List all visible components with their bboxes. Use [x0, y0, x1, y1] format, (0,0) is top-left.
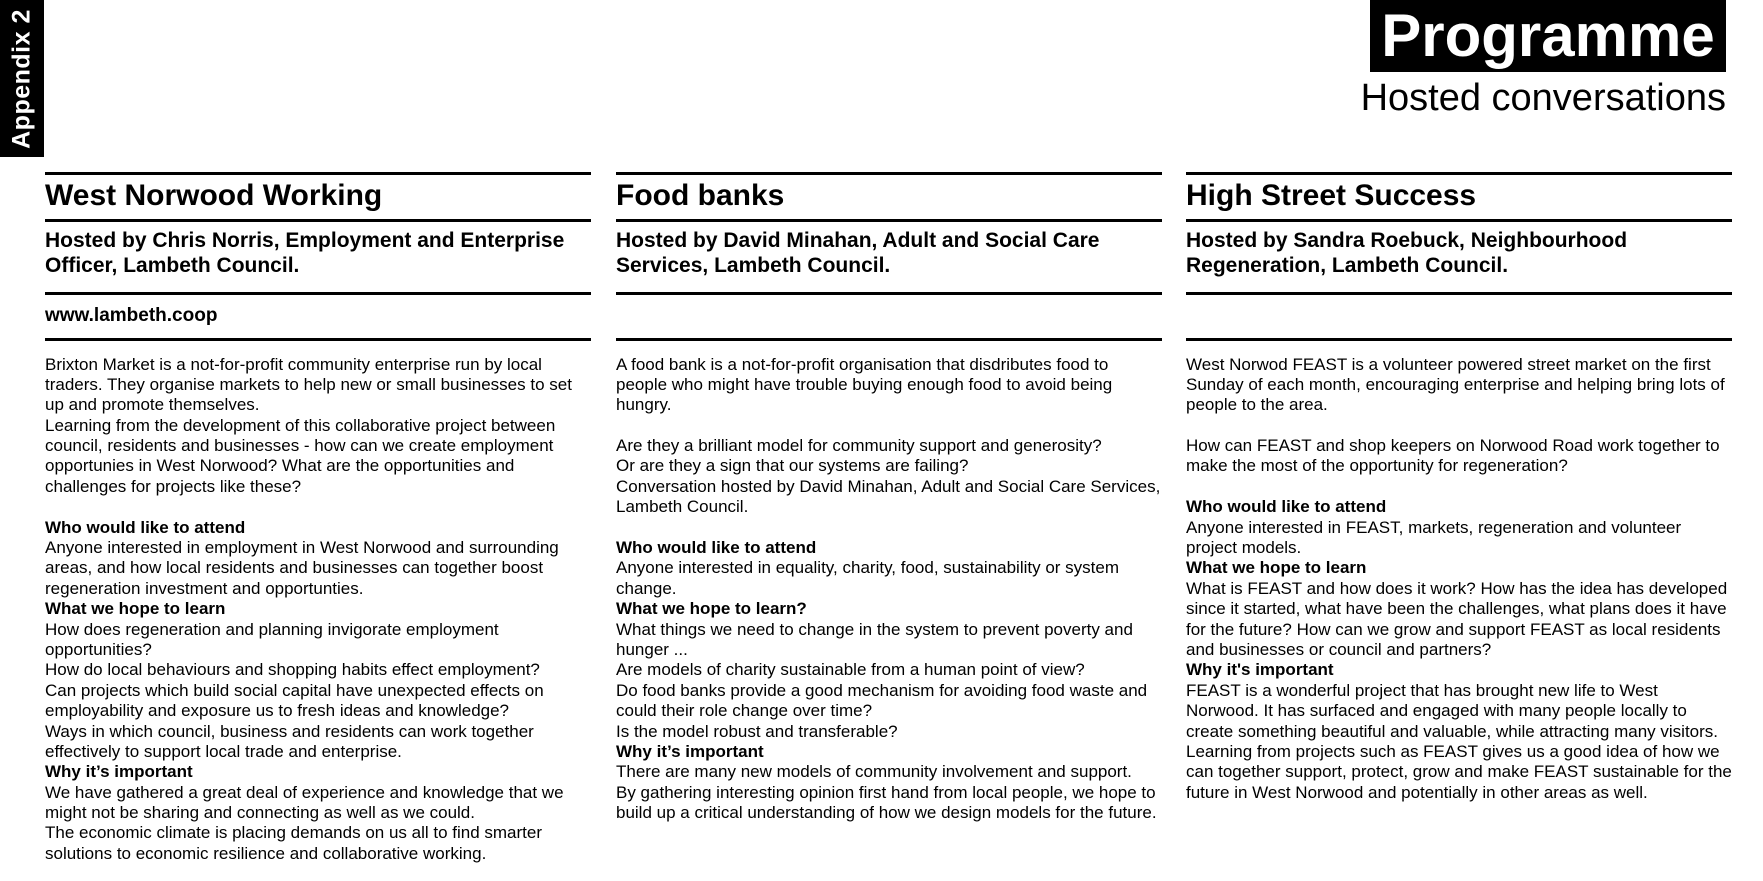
learn-item: Ways in which council, business and residents can work together effectively to support local trade and enterprise. [45, 721, 534, 761]
column-body [1186, 341, 1732, 804]
attend-text: Anyone interested in employment in West Norwood and surrounding areas, and how local residents and businesses can together boost regeneration investment and opportunties. [45, 538, 559, 598]
important-item: There are many new models of community involvement and support. [616, 762, 1132, 782]
important-item: The economic climate is placing demands on us all to find smarter solutions to economic resilience and collaborative working. [45, 823, 543, 863]
column-body [616, 341, 1162, 824]
intro-paragraph: How can FEAST and shop keepers on Norwood Road work together to make the most of the opportunity for regeneration? [1186, 436, 1720, 476]
column-body [45, 341, 591, 865]
important-item: Learning from projects such as FEAST gives us a good idea of how we can together support, protect, grow and make FEAST sustainable for the future in West Norwood and potentially in other areas as well. [1186, 741, 1732, 802]
attend-heading: Who would like to attend [45, 517, 246, 537]
host-line: Hosted by Chris Norris, Employment and Enterprise Officer, Lambeth Council. [45, 228, 565, 278]
attend-text: Anyone interested in equality, charity, food, sustainability or system change. [616, 558, 1120, 598]
learn-heading: What we hope to learn [1186, 558, 1367, 578]
attend-text: Anyone interested in FEAST, markets, regeneration and volunteer project models. [1186, 517, 1682, 558]
intro-paragraph: A food bank is a not-for-profit organisation that disdributes food to people who might have trouble buying enough food to avoid being hungry. [616, 354, 1113, 415]
intro-paragraph: West Norwod FEAST is a volunteer powered street market on the first Sunday of each month, encouraging enterprise and helping bring lots of people to the area. [1186, 354, 1725, 415]
learn-heading: What we hope to learn [45, 599, 226, 619]
host-line: Hosted by Sandra Roebuck, Neighbourhood Regeneration, Lambeth Council. [1186, 228, 1628, 278]
learn-item: Is the model robust and transferable? [616, 721, 898, 741]
important-item: FEAST is a wonderful project that has brought new life to West Norwood. It has surfaced and engaged with many people locally to create something beautiful and valuable, while attracting many visitors. [1186, 680, 1719, 741]
intro-paragraph: Conversation hosted by David Minahan, Adult and Social Care Services, Lambeth Council. [616, 476, 1161, 517]
page-subtitle: Hosted conversations [1360, 77, 1726, 119]
learn-item: Can projects which build social capital have unexpected effects on employability and exposure us to fresh ideas and knowledge? [45, 680, 544, 721]
column-high-street-success [1186, 172, 1732, 803]
intro-paragraph: Brixton Market is a not-for-profit community enterprise run by local traders. They organise markets to help new or small businesses to set up and promote themselves. [45, 354, 572, 415]
intro-paragraph: Are they a brilliant model for community support and generosity? [616, 436, 1102, 456]
attend-heading: Who would like to attend [1186, 497, 1387, 517]
intro-paragraph: Learning from the development of this collaborative project between council, residents and businesses - how can we create employment opportunies in West Norwood? What are the opportunities and challenges for projects like these? [45, 415, 556, 496]
column-west-norwood-working [45, 172, 591, 864]
host-line: Hosted by David Minahan, Adult and Social Care Services, Lambeth Council. [616, 228, 1100, 278]
column-title: West Norwood Working [45, 179, 383, 212]
learn-heading: What we hope to learn? [616, 599, 807, 619]
column-title: High Street Success [1186, 179, 1477, 212]
appendix-label: Appendix 2 [7, 8, 36, 149]
column-food-banks [616, 172, 1162, 823]
important-heading: Why it’s important [616, 741, 764, 761]
important-heading: Why it’s important [45, 762, 193, 782]
page-title: Programme [1370, 0, 1726, 72]
important-item: We have gathered a great deal of experience and knowledge that we might not be sharing and connecting as well as we could. [45, 782, 564, 823]
learn-item: What is FEAST and how does it work? How has the idea has developed since it started, what have been the challenges, what plans does it have for the future? How can we grow and support FEAST as local residents and businesses or council and partners? [1186, 578, 1728, 659]
learn-item: What things we need to change in the system to prevent poverty and hunger ... [616, 619, 1133, 659]
website-link[interactable]: www.lambeth.coop [45, 304, 218, 326]
important-heading: Why it's important [1186, 660, 1334, 680]
website-placeholder [616, 295, 1162, 338]
intro-paragraph: Or are they a sign that our systems are failing? [616, 456, 969, 476]
important-item: By gathering interesting opinion first hand from local people, we hope to build up a critical understanding of how we design models for the future. [616, 782, 1157, 823]
attend-heading: Who would like to attend [616, 538, 817, 558]
learn-item: How does regeneration and planning invigorate employment opportunities? [45, 619, 499, 659]
appendix-tab [0, 0, 44, 157]
learn-item: Do food banks provide a good mechanism for avoiding food waste and could their role change over time? [616, 680, 1148, 721]
website-placeholder [1186, 295, 1732, 338]
learn-item: How do local behaviours and shopping habits effect employment? [45, 660, 540, 680]
column-title: Food banks [616, 179, 785, 212]
learn-item: Are models of charity sustainable from a human point of view? [616, 660, 1085, 680]
